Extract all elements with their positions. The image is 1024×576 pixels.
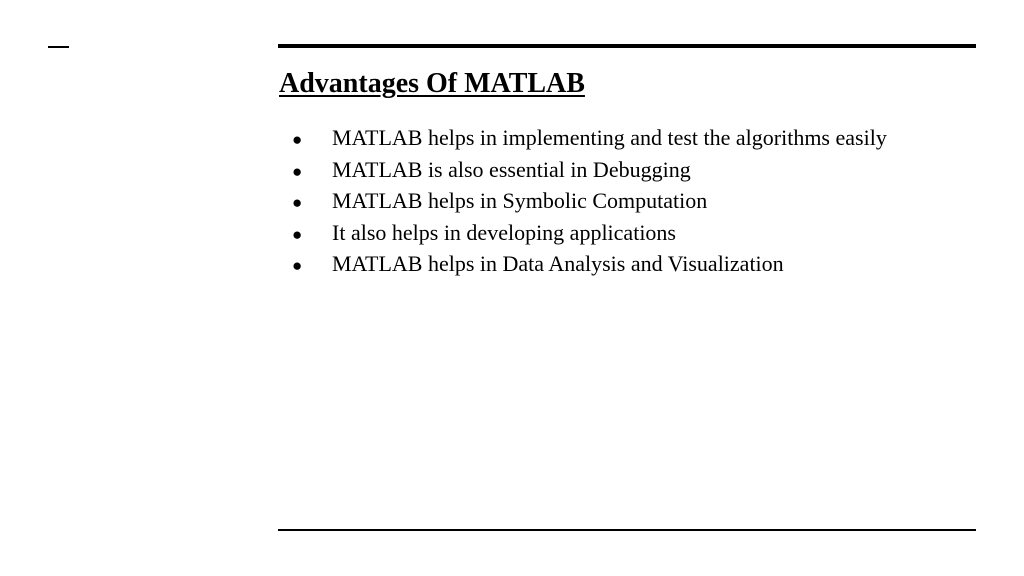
bullet-dot-icon: ● xyxy=(292,193,303,212)
slide-title: Advantages Of MATLAB xyxy=(279,68,585,99)
bullet-text: MATLAB helps in implementing and test the algorithms easily xyxy=(332,125,887,150)
bullet-dot-icon: ● xyxy=(292,161,303,181)
bullet-item xyxy=(292,122,887,154)
bullet-text: MATLAB helps in Data Analysis and Visualization xyxy=(332,251,784,276)
bullet-item xyxy=(292,217,887,249)
bullet-dot-icon: ● xyxy=(292,130,303,149)
corner-dash-decoration xyxy=(48,46,69,48)
bullet-dot-icon: ● xyxy=(292,256,303,275)
bullet-dot-icon: ● xyxy=(292,224,303,244)
bullet-text: It also helps in developing applications xyxy=(332,219,676,245)
bullet-list xyxy=(292,122,887,280)
bottom-rule xyxy=(278,529,976,531)
bullet-item xyxy=(292,154,887,186)
bullet-text: MATLAB helps in Symbolic Computation xyxy=(332,188,708,213)
bullet-item xyxy=(292,185,887,217)
bullet-text: MATLAB is also essential in Debugging xyxy=(332,156,691,182)
bullet-item xyxy=(292,248,887,280)
top-rule xyxy=(278,44,976,48)
